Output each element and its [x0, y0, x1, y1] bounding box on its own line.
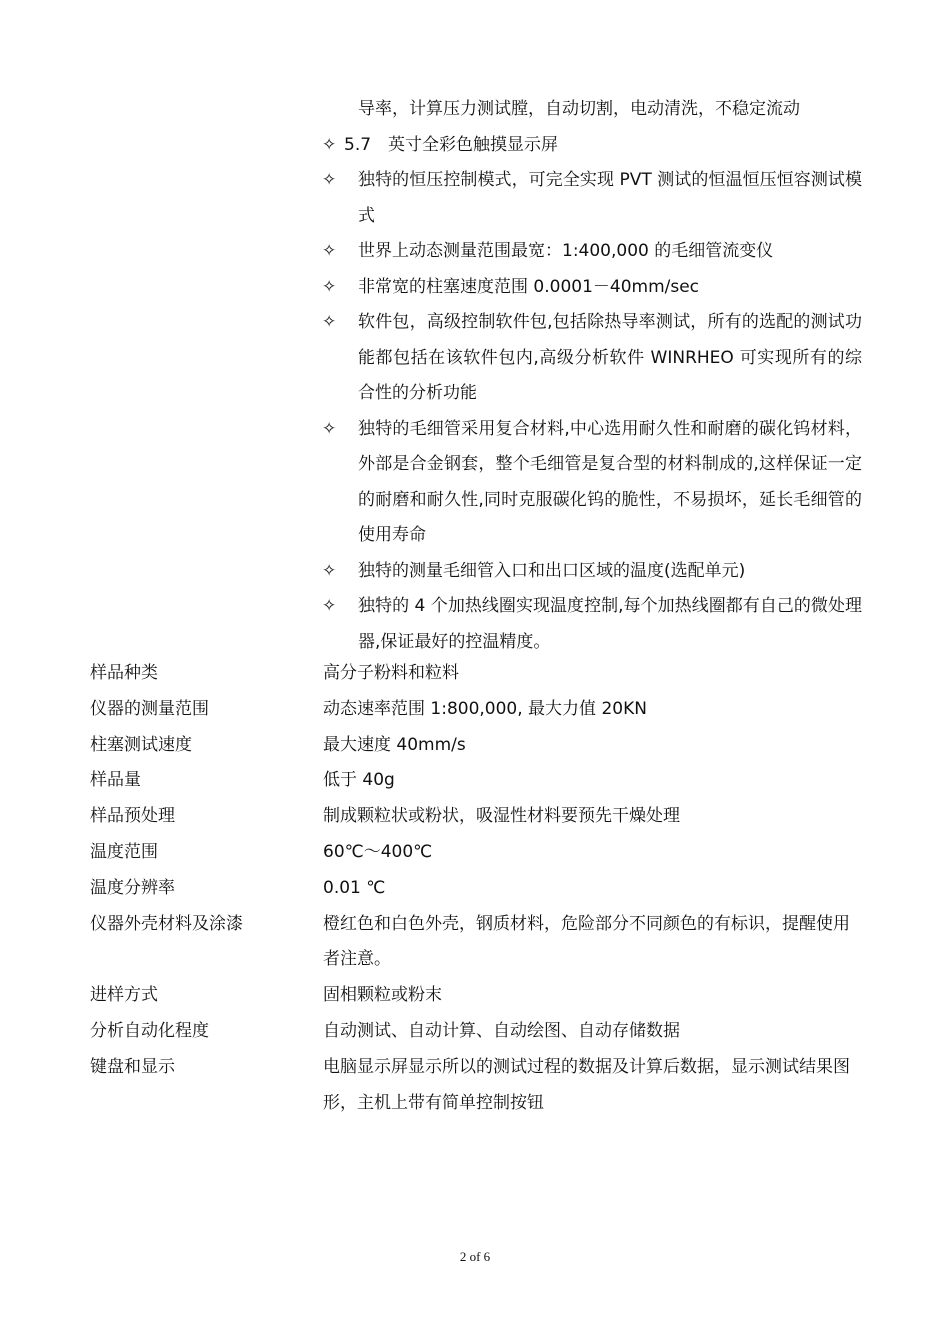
diamond-bullet-icon: ✧ [322, 312, 337, 332]
feature-text: 独特的恒压控制模式，可完全实现 PVT 测试的恒温恒压恒容测试模式 [358, 170, 862, 226]
feature-item [322, 270, 862, 306]
spec-row [90, 799, 862, 835]
spec-row [90, 1014, 862, 1050]
spec-value: 高分子粉料和粒料 [323, 663, 459, 683]
spec-row [90, 728, 862, 764]
spec-label: 进样方式 [90, 985, 158, 1006]
feature-item [322, 412, 862, 554]
spec-value: 固相颗粒或粉末 [323, 985, 442, 1006]
diamond-bullet-icon: ✧ [322, 170, 337, 190]
feature-text: 5.7 英寸全彩色触摸显示屏 [344, 134, 559, 155]
feature-item [322, 589, 862, 660]
feature-item [322, 234, 862, 270]
spec-label: 样品预处理 [90, 806, 175, 827]
spec-label: 键盘和显示 [90, 1056, 175, 1077]
spec-value: 制成颗粒状或粉状，吸湿性材料要预先干燥处理 [323, 806, 680, 827]
page-number: 2 of 6 [459, 1249, 491, 1264]
feature-continuation: 导率，计算压力测试膛，自动切割，电动清洗，不稳定流动 [358, 99, 800, 119]
spec-label: 仪器的测量范围 [90, 698, 209, 719]
feature-item [322, 554, 862, 590]
spec-row [90, 1050, 862, 1122]
spec-value: 60℃～400℃ [323, 841, 433, 862]
diamond-bullet-icon: ✧ [322, 596, 337, 616]
diamond-bullet-icon: ✧ [322, 560, 337, 581]
feature-text: 软件包，高级控制软件包,包括除热导率测试，所有的选配的测试功能都包括在该软件包内,高级分析软件 WINRHEO 可实现所有的综合性的分析功能 [358, 312, 862, 403]
feature-text: 独特的毛细管采用复合材料,中心选用耐久性和耐磨的碳化钨材料，外部是合金钢套，整个毛细管是复合型的材料制成的,这样保证一定的耐磨和耐久性,同时克服碳化钨的脆性，不易损坏，延长毛细管的使用寿命 [358, 418, 862, 545]
spec-row [90, 871, 862, 907]
spec-label: 分析自动化程度 [90, 1020, 209, 1041]
spec-value: 最大速度 40mm/s [323, 734, 466, 755]
feature-item [322, 305, 862, 412]
feature-text: 独特的 4 个加热线圈实现温度控制,每个加热线圈都有自己的微处理器,保证最好的控温精度。 [358, 596, 862, 652]
spec-value: 0.01 ℃ [323, 877, 386, 898]
spec-value: 动态速率范围 1:800,000, 最大力值 20KN [323, 698, 647, 719]
diamond-bullet-icon: ✧ [322, 276, 337, 297]
feature-text: 独特的测量毛细管入口和出口区域的温度(选配单元) [358, 560, 746, 581]
feature-list [322, 92, 862, 660]
spec-row [90, 835, 862, 871]
spec-label: 温度分辨率 [90, 877, 175, 898]
diamond-bullet-icon: ✧ [322, 134, 337, 155]
spec-value: 自动测试、自动计算、自动绘图、自动存储数据 [323, 1020, 680, 1041]
feature-item [322, 128, 862, 164]
feature-text: 世界上动态测量范围最宽：1:400,000 的毛细管流变仪 [358, 241, 774, 261]
feature-text: 非常宽的柱塞速度范围 0.0001－40mm/sec [358, 276, 700, 297]
spec-value: 橙红色和白色外壳，钢质材料，危险部分不同颜色的有标识，提醒使用者注意。 [323, 913, 850, 970]
spec-table [90, 656, 862, 1121]
spec-label: 样品量 [90, 770, 141, 791]
spec-label: 柱塞测试速度 [90, 734, 192, 755]
spec-value: 电脑显示屏显示所以的测试过程的数据及计算后数据，显示测试结果图形，主机上带有简单控制按钮 [323, 1056, 850, 1113]
spec-row [90, 692, 862, 728]
feature-item [322, 163, 862, 234]
diamond-bullet-icon: ✧ [322, 418, 337, 439]
spec-label: 仪器外壳材料及涂漆 [90, 913, 243, 934]
spec-row [90, 907, 862, 979]
spec-row [90, 656, 862, 692]
spec-label: 温度范围 [90, 841, 158, 862]
diamond-bullet-icon: ✧ [322, 241, 337, 261]
spec-label: 样品种类 [90, 663, 158, 683]
spec-row [90, 763, 862, 799]
spec-row [90, 978, 862, 1014]
spec-value: 低于 40g [323, 770, 395, 791]
